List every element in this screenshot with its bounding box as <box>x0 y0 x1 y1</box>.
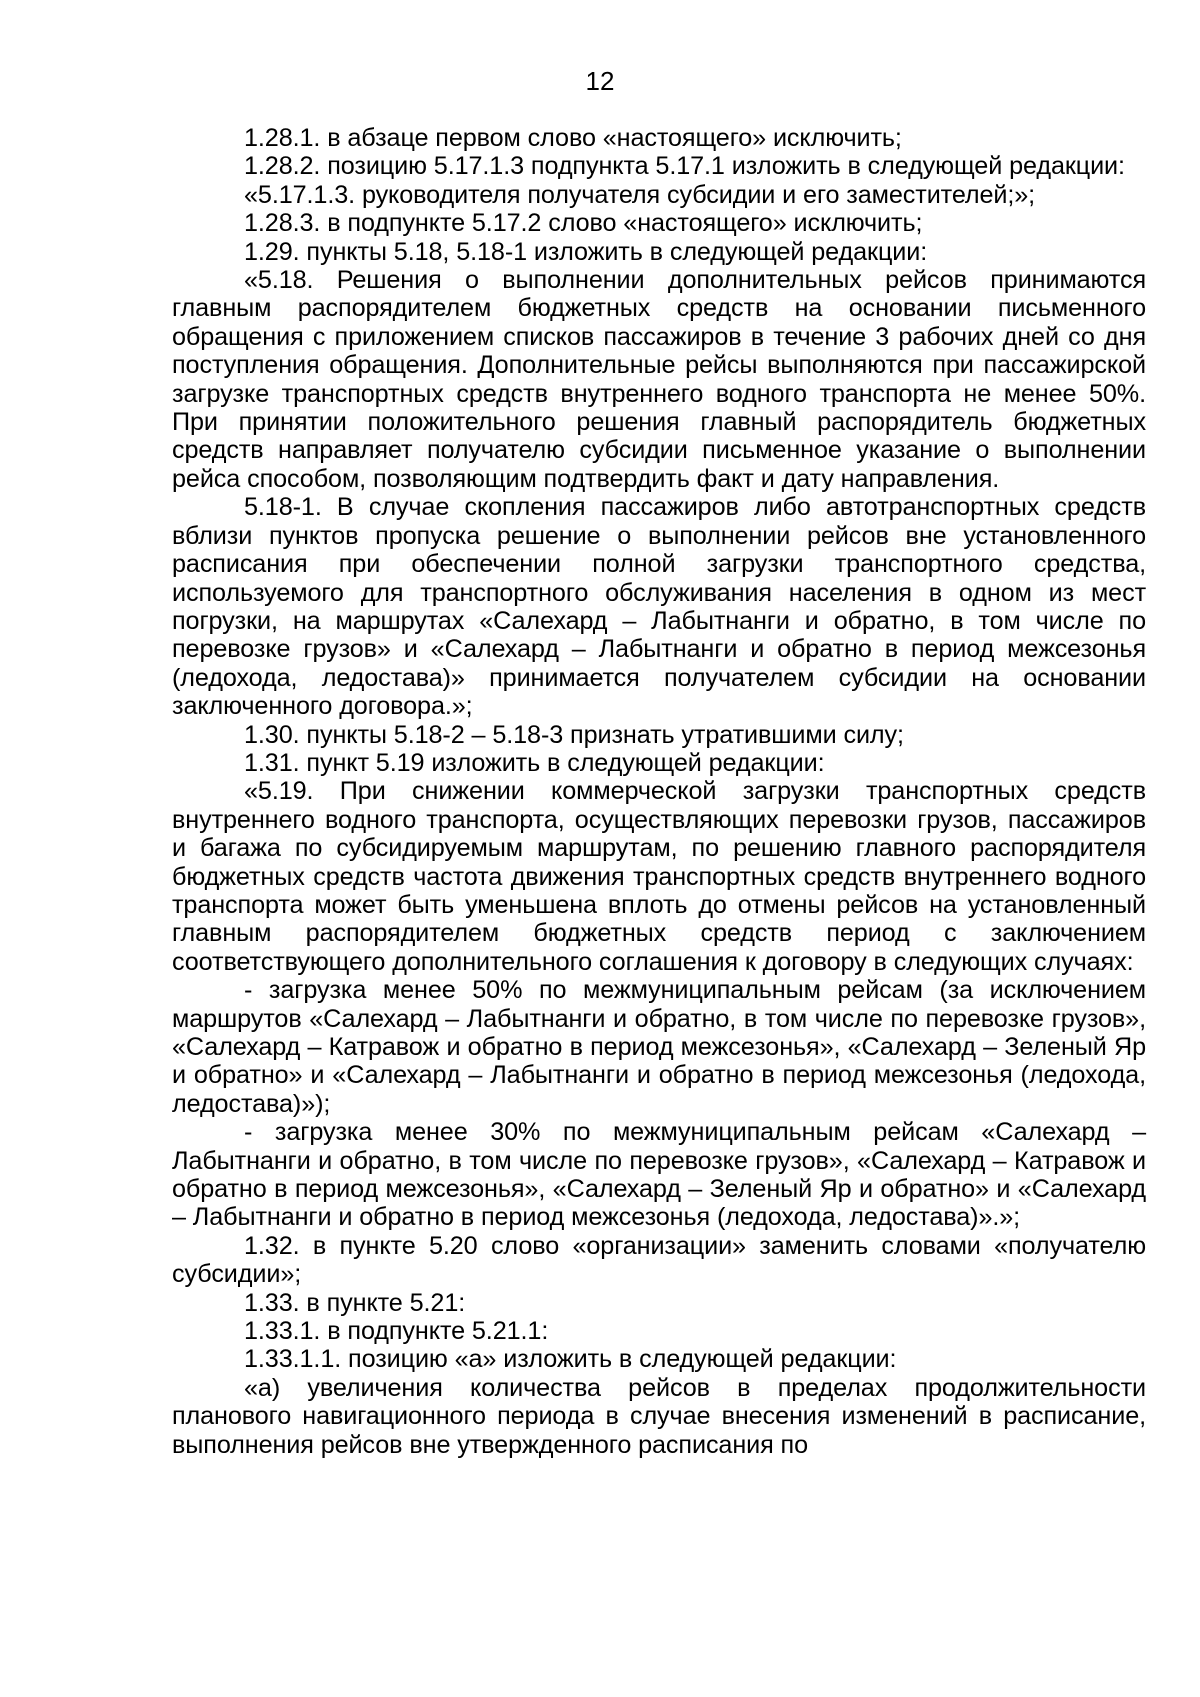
paragraph: 1.33. в пункте 5.21: <box>244 1288 466 1317</box>
paragraph: 1.28.3. в подпункте 5.17.2 слово «настоящего» исключить; <box>244 209 923 238</box>
paragraph: «а) увеличения количества рейсов в пределах продолжительности планового навигационного периода в случае внесения изменений в расписание, выполнения рейсов вне утвержденного расписания по <box>172 1373 1146 1459</box>
paragraph: «5.17.1.3. руководителя получателя субсидии и его заместителей;»; <box>244 180 1036 209</box>
paragraph: 1.28.1. в абзаце первом слово «настоящего» исключить; <box>244 124 902 152</box>
paragraph: «5.18. Решения о выполнении дополнительных рейсов принимаются главным распорядителем бюджетных средств на основании письменного обращения с приложением списков пассажиров в течение 3 рабочих дней со дня поступления обращения. Дополнительные рейсы выполняются при пассажирской загрузке транспортных средств внутреннего водного транспорта не менее 50%. При принятии положительного решения главный распорядитель бюджетных средств направляет получателю субсидии письменное указание о выполнении рейса способом, позволяющим подтвердить факт и дату направления. <box>172 266 1146 493</box>
paragraph: 5.18-1. В случае скопления пассажиров либо автотранспортных средств вблизи пунктов пропуска решение о выполнении рейсов вне установленного расписания при обеспечении полной загрузки транспортного средства, используемого для транспортного обслуживания населения в одном из мест погрузки, на маршрутах «Салехард – Лабытнанги и обратно, в том числе по перевозке грузов» и «Салехард – Лабытнанги и обратно в период межсезонья (ледохода, ледостава)» принимается получателем субсидии на основании заключенного договора.»; <box>172 493 1146 721</box>
document-body <box>172 124 1146 1459</box>
paragraph: 1.32. в пункте 5.20 слово «организации» заменить словами «получателю субсидии»; <box>172 1231 1146 1289</box>
paragraph: 1.28.2. позицию 5.17.1.3 подпункта 5.17.1 изложить в следующей редакции: <box>244 152 1125 181</box>
paragraph: - загрузка менее 30% по межмуниципальным рейсам «Салехард – Лабытнанги и обратно, в том числе по перевозке грузов», «Салехард – Катравож и обратно в период межсезонья», «Салехард – Зеленый Яр и обратно» и «Салехард – Лабытнанги и обратно в период межсезонья (ледохода, ледостава)».»; <box>172 1118 1146 1232</box>
paragraph: 1.29. пункты 5.18, 5.18-1 изложить в следующей редакции: <box>244 237 928 266</box>
page-number: 12 <box>585 66 615 96</box>
paragraph: - загрузка менее 50% по межмуниципальным рейсам (за исключением маршрутов «Салехард – Лабытнанги и обратно, в том числе по перевозке грузов», «Салехард – Катравож и обратно в период межсезонья», «Салехард – Зеленый Яр и обратно» и «Салехард – Лабытнанги и обратно в период межсезонья (ледохода, ледостава)»); <box>172 976 1146 1118</box>
paragraph: 1.33.1. в подпункте 5.21.1: <box>244 1317 549 1346</box>
paragraph: 1.33.1.1. позицию «а» изложить в следующей редакции: <box>244 1345 897 1374</box>
paragraph: 1.31. пункт 5.19 изложить в следующей редакции: <box>244 748 825 777</box>
paragraph: «5.19. При снижении коммерческой загрузки транспортных средств внутреннего водного транспорта, осуществляющих перевозки грузов, пассажиров и багажа по субсидируемым маршрутам, по решению главного распорядителя бюджетных средств частота движения транспортных средств внутреннего водного транспорта может быть уменьшена вплоть до отмены рейсов на установленный главным распорядителем бюджетных средств период с заключением соответствующего дополнительного соглашения к договору в следующих случаях: <box>172 777 1146 976</box>
paragraph: 1.30. пункты 5.18-2 – 5.18-3 признать утратившими силу; <box>244 720 904 749</box>
